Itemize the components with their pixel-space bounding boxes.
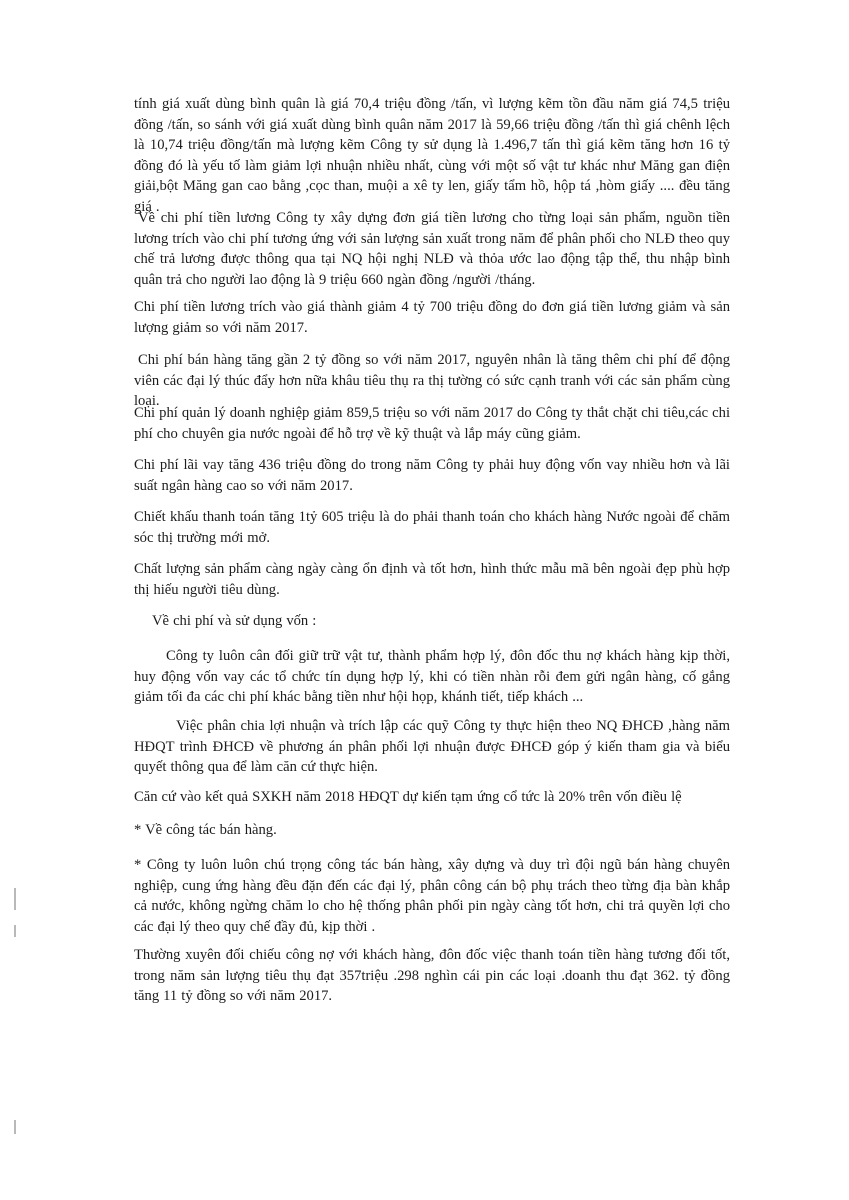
paragraph-interest-cost: Chi phí lãi vay tăng 436 triệu đồng do trong năm Công ty phải huy động vốn vay nhiều hơn và lãi suất ngân hàng cao so với năm 2017. <box>134 457 730 494</box>
paragraph-debt-revenue: Thường xuyên đối chiếu công nợ với khách hàng, đôn đốc việc thanh toán tiền hàng tương đối tốt, trong năm sản lượng tiêu thụ đạt 357triệu .298 nghìn cái pin các loại .doanh thu đạt 362. tỷ đồng tăng 11 tỷ đồng so với năm 2017. <box>134 947 730 1005</box>
paragraph-sales-cost: Chi phí bán hàng tăng gần 2 tỷ đồng so với năm 2017, nguyên nhân là tăng thêm chi phí để động viên các đại lý thúc đẩy hơn nữa khâu tiêu thụ ra thị tường có sức cạnh tranh với các sản phẩm cùng loại. <box>134 352 730 410</box>
paragraph-capital-management: Công ty luôn cân đối giữ trữ vật tư, thành phẩm hợp lý, đôn đốc thu nợ khách hàng kịp thời, huy động vốn vay các tổ chức tín dụng hợp lý, khi có tiền nhàn rỗi đem gửi ngân hàng, cố gắng giảm tối đa các chi phí khác bằng tiền như hội họp, khánh tiết, tiếp khách ... <box>134 648 730 706</box>
paragraph-sales-work: * Công ty luôn luôn chú trọng công tác bán hàng, xây dựng và duy trì đội ngũ bán hàng chuyên nghiệp, cung ứng hàng đều đặn đến các đại lý, phân công cán bộ phụ trách theo từng địa bàn khắp cả nước, không ngừng chăm lo cho hệ thống phân phối pin ngày càng tốt hơn, chi trả quyền lợi cho các đại lý theo quy chế đầy đủ, kịp thời . <box>134 857 730 935</box>
paragraph-zinc-cost: tính giá xuất dùng bình quân là giá 70,4 triệu đồng /tấn, vì lượng kẽm tồn đầu năm giá 74,5 triệu đồng /tấn, so sánh với giá xuất dùng bình quân năm 2017 là 59,66 triệu đồng /tấn thì giá chênh lệch là 10,74 triệu đồng/tấn mà lượng kẽm Công ty sử dụng là 1.496,7 tấn thì giá kẽm tăng hơn 16 tỷ đồng đó là yếu tố làm giảm lợi nhuận nhiều nhất, cùng với một số vật tư khác như Măng gan điện giải,bột Măng gan cao bằng ,cọc than, muội a xê ty len, giấy tẩm hồ, hộp tá ,hòm giấy .... đều tăng giá . <box>134 96 730 215</box>
heading-sales-work: * Về công tác bán hàng. <box>134 822 277 838</box>
scan-mark <box>14 925 16 937</box>
paragraph-product-quality: Chất lượng sản phẩm càng ngày càng ổn định và tốt hơn, hình thức mẫu mã bên ngoài đẹp phù hợp thị hiếu người tiêu dùng. <box>134 561 730 598</box>
scan-mark <box>14 1120 16 1134</box>
paragraph-wage-policy: Về chi phí tiền lương Công ty xây dựng đơn giá tiền lương cho từng loại sản phẩm, nguồn tiền lương trích vào chi phí tương ứng với sản lượng sản xuất trong năm để phân phối cho NLĐ theo quy chế trả lương được thông qua tại NQ hội nghị NLĐ và thỏa ước lao động tập thể, thu nhập bình quân trả cho người lao động là 9 triệu 660 ngàn đồng /người /tháng. <box>134 210 730 288</box>
paragraph-profit-distribution: Việc phân chia lợi nhuận và trích lập các quỹ Công ty thực hiện theo NQ ĐHCĐ ,hàng năm HĐQT trình ĐHCĐ về phương án phân phối lợi nhuận được ĐHCĐ góp ý kiến tham gia và biểu quyết thông qua để làm căn cứ thực hiện. <box>134 718 730 776</box>
paragraph-payment-discount: Chiết khấu thanh toán tăng 1tỷ 605 triệu là do phải thanh toán cho khách hàng Nước ngoài để chăm sóc thị trường mới mở. <box>134 509 730 546</box>
paragraph-admin-cost: Chi phí quản lý doanh nghiệp giảm 859,5 triệu so với năm 2017 do Công ty thắt chặt chi tiêu,các chi phí cho chuyên gia nước ngoài để hỗ trợ về kỹ thuật và lắp máy cũng giảm. <box>134 405 730 442</box>
heading-capital-usage: Về chi phí và sử dụng vốn : <box>152 613 317 629</box>
scan-mark <box>14 888 16 910</box>
paragraph-wage-cost: Chi phí tiền lương trích vào giá thành giảm 4 tỷ 700 triệu đồng do đơn giá tiền lương giảm và sản lượng giảm so với năm 2017. <box>134 299 730 336</box>
paragraph-dividend: Căn cứ vào kết quả SXKH năm 2018 HĐQT dự kiến tạm ứng cổ tức là 20% trên vốn điều lệ <box>134 789 682 805</box>
